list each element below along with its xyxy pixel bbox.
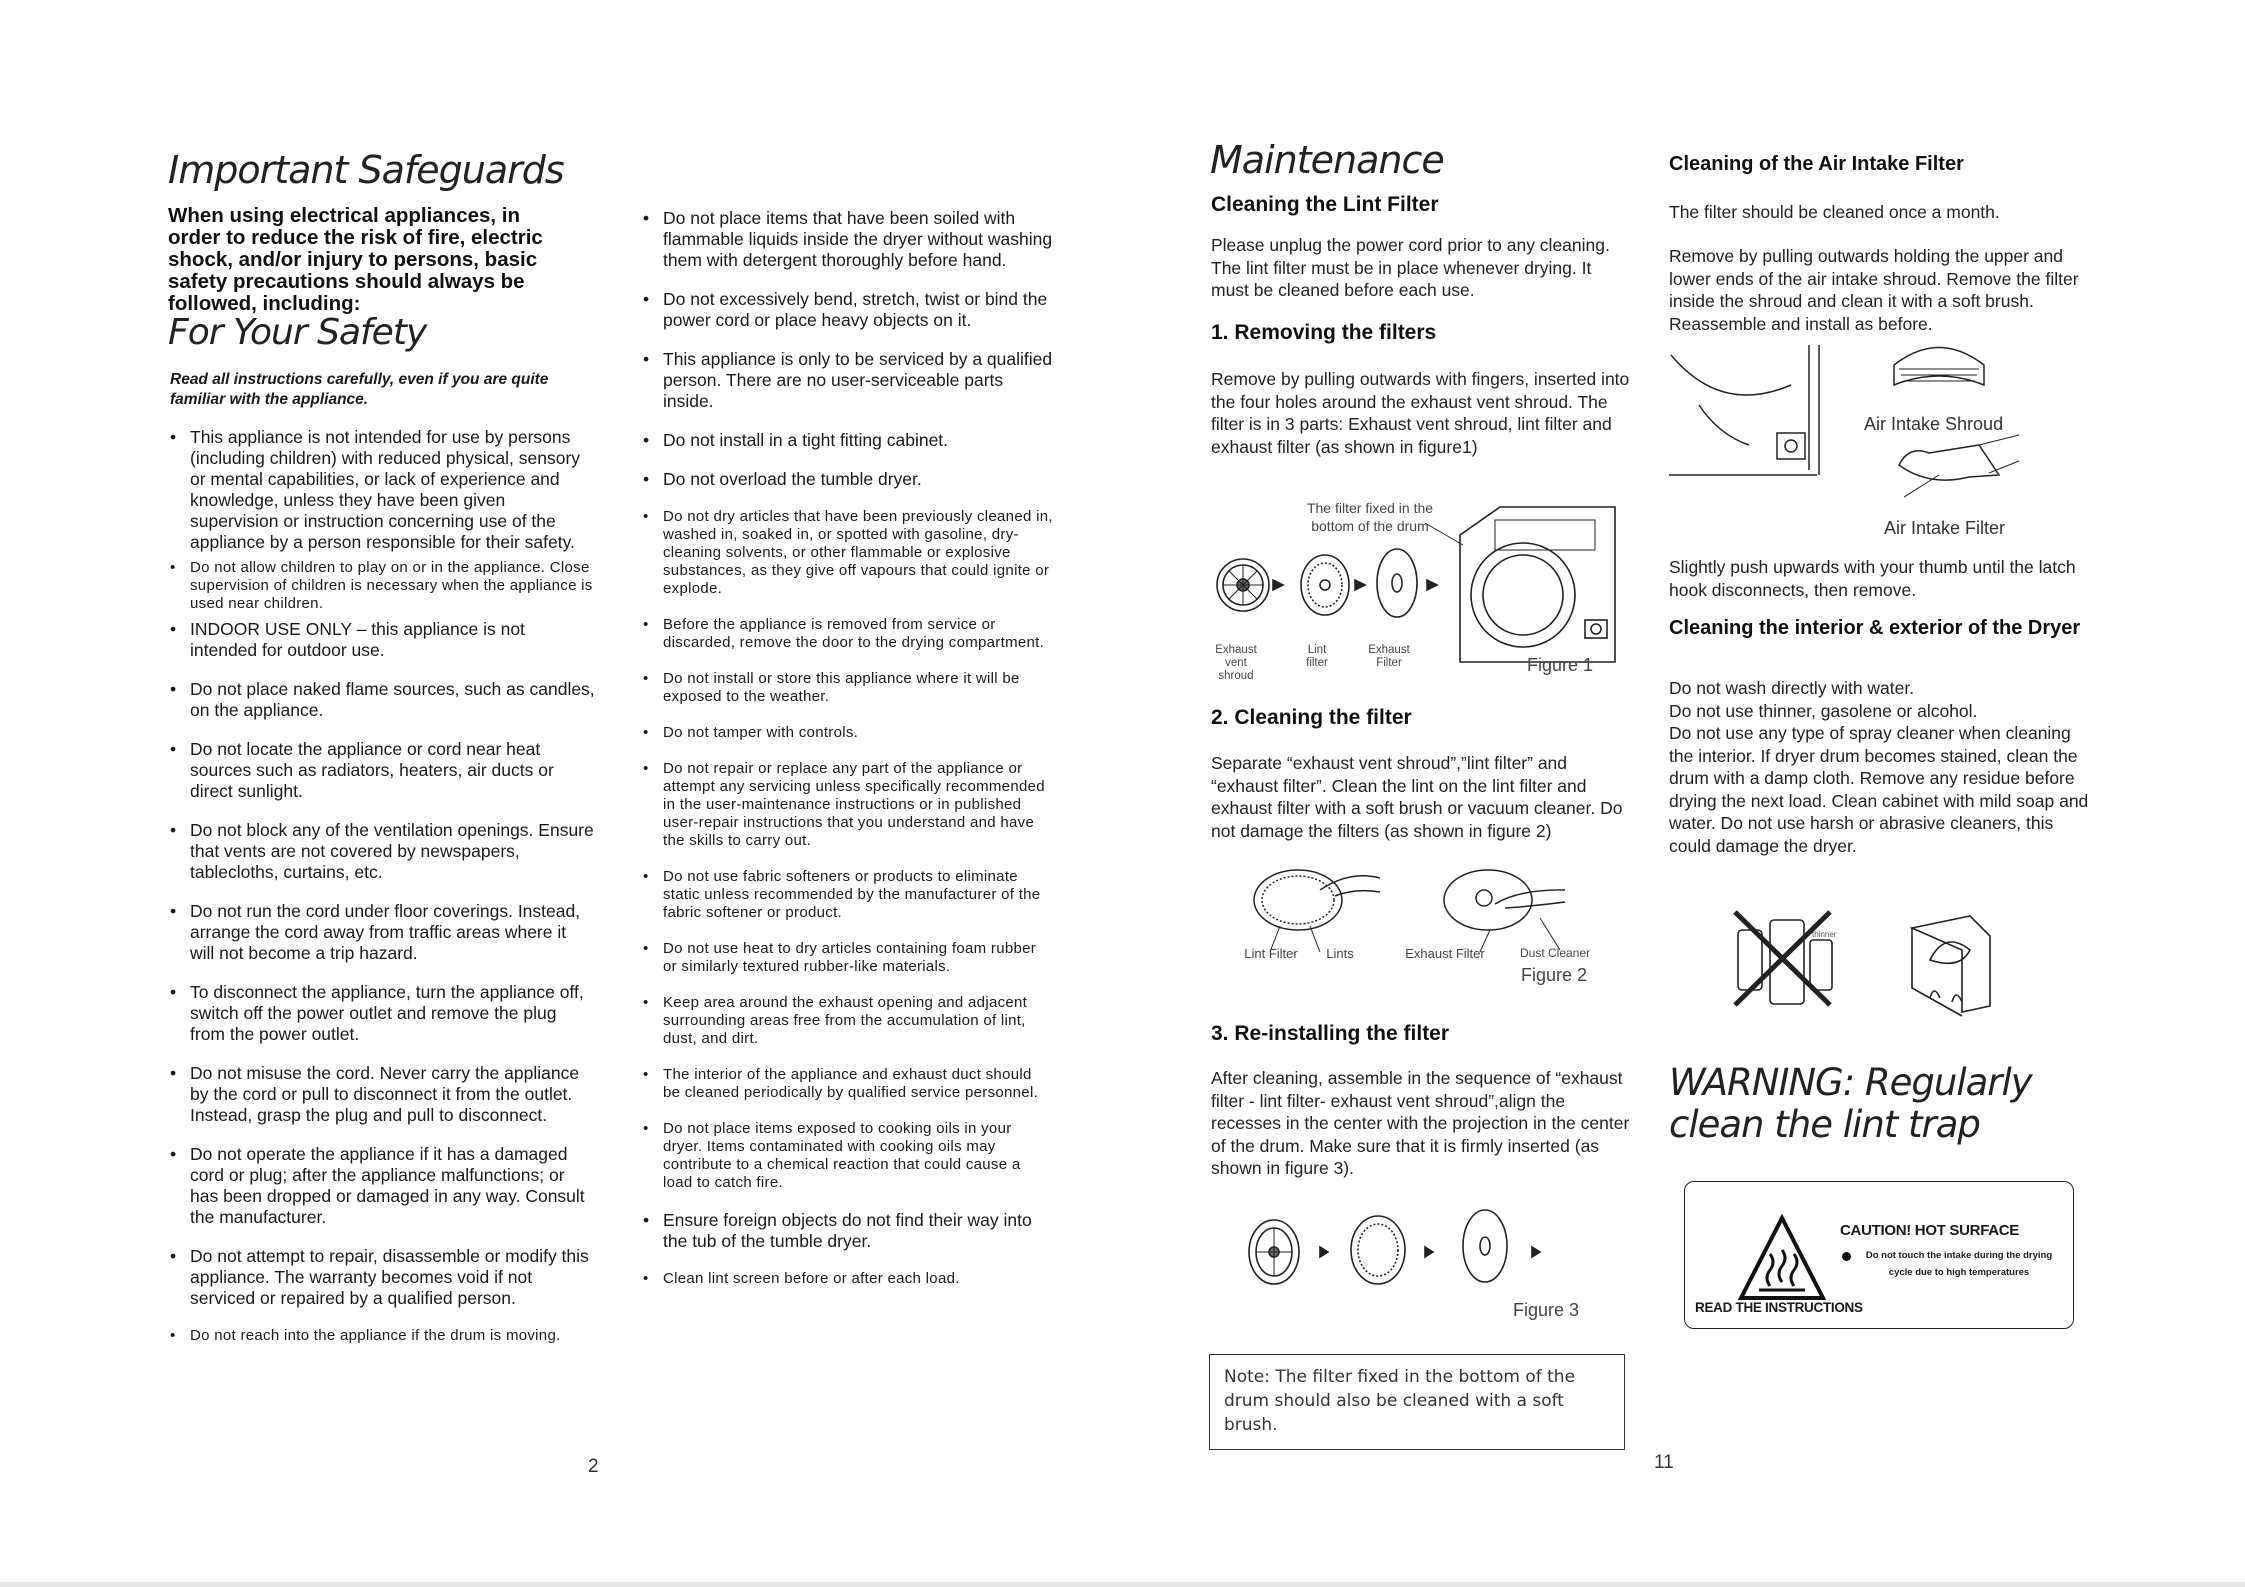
list-item: • Do not block any of the ventilation openings. Ensure that vents are not covered by newspapers, tablecloths, curtains, etc. [170,820,595,883]
intro-text: When using electrical appliances, in order to reduce the risk of fire, electric shock, and/or injury to persons, basic safety precautions should always be followed, including: [168,204,543,315]
air-intake-shroud-label: Air Intake Shroud [1864,414,2004,434]
interior-line-2: Do not use thinner, gasolene or alcohol. [1669,701,1978,721]
list-item: • Before the appliance is removed from service or discarded, remove the door to the drying compartment. [643,616,1053,652]
interior-line-3: Do not use any type of spray cleaner when cleaning the interior. If dryer drum becomes stained, clean the drum with a damp cloth. Remove any residue before drying the next load. Clean cabinet with mild soap and water. Do not use harsh or abrasive cleaners, this could damage the dryer. [1669,723,2089,856]
step3-text: After cleaning, assemble in the sequence of “exhaust filter - lint filter- exhaust vent shroud”,align the recesses in the center with the projection in the center of the drum. Make sure that it is firmly inserted (as shown in figure 3). [1211,1068,1630,1178]
note-box [1209,1354,1625,1450]
list-item: • Do not operate the appliance if it has a damaged cord or plug; after the appliance malfunctions; or has been dropped or damaged in any way. Consult the manufacturer. [170,1144,595,1228]
caution-title: CAUTION! HOT SURFACE [1840,1222,2019,1239]
list-item: • Do not dry articles that have been previously cleaned in, washed in, soaked in, or spotted with gasoline, dry-cleaning solvents, or other flammable or explosive substances, as they give off vapours that could ignite or explode. [643,508,1053,598]
list-item: • Do not install or store this appliance where it will be exposed to the weather. [643,670,1053,706]
list-item: • Do not repair or replace any part of the appliance or attempt any servicing unless specifically recommended in the user-maintenance instructions or in published user-repair instructions that you understand and have the skills to carry out. [643,760,1053,850]
list-item: • To disconnect the appliance, turn the appliance off, switch off the power outlet and remove the plug from the power outlet. [170,982,595,1045]
air-intake-text-1: The filter should be cleaned once a month. [1669,202,2000,222]
list-item: • Clean lint screen before or after each load. [643,1270,1053,1288]
safety-list-col1 [170,427,595,1363]
section-subtitle: For Your Safety [168,312,427,353]
air-intake-text-2: Remove by pulling outwards holding the upper and lower ends of the air intake shroud. Remove the filter inside the shroud and clean it with a soft brush. Reassemble and install as before. [1669,246,2079,334]
air-intake-figure [1669,345,2069,540]
page-title: Important Safeguards [168,148,564,192]
figure-3 [1240,1200,1560,1300]
list-item: • Do not attempt to repair, disassemble or modify this appliance. The warranty becomes void if not serviced or repaired by a qualified person. [170,1246,595,1309]
page-bottom-bar [0,1582,2245,1587]
lint-filter-text: Please unplug the power cord prior to any cleaning. The lint filter must be in place whenever drying. It must be cleaned before each use. [1211,235,1610,300]
list-item: • Do not use heat to dry articles containing foam rubber or similarly textured rubber-like materials. [643,940,1053,976]
list-item: • Ensure foreign objects do not find their way into the tub of the tumble dryer. [643,1210,1053,1252]
list-item: • Keep area around the exhaust opening and adjacent surrounding areas free from the accumulation of lint, dust, and dirt. [643,994,1053,1048]
list-item: • Do not locate the appliance or cord near heat sources such as radiators, heaters, air ducts or direct sunlight. [170,739,595,802]
list-item: • Do not run the cord under floor coverings. Instead, arrange the cord away from traffic areas where it will not become a trip hazard. [170,901,595,964]
caution-footer: READ THE INSTRUCTIONS [1695,1300,1863,1315]
note-text: Note: The filter fixed in the bottom of the drum should also be cleaned with a soft brush. [1224,1367,1576,1435]
list-item: • Do not place items that have been soiled with flammable liquids inside the dryer without washing them with detergent thoroughly before hand. [643,208,1053,271]
list-item: • Do not place naked flame sources, such as candles, on the appliance. [170,679,595,721]
figure-3-caption: Figure 3 [1513,1300,1580,1320]
list-item: • Do not install in a tight fitting cabinet. [643,430,1053,451]
list-item: • Do not allow children to play on or in the appliance. Close supervision of children is necessary when the appliance is used near children. [170,559,595,613]
lint-filter-heading: Cleaning the Lint Filter [1211,193,1439,216]
maintenance-title: Maintenance [1210,138,1444,182]
list-item: • Do not reach into the appliance if the drum is moving. [170,1327,595,1345]
list-item: • Do not tamper with controls. [643,724,1053,742]
list-item: • Do not place items exposed to cooking oils in your dryer. Items contaminated with cooking oils may contribute to a chemical reaction that could cause a load to catch fire. [643,1120,1053,1192]
list-item: • INDOOR USE ONLY – this appliance is not intended for outdoor use. [170,619,595,661]
hot-surface-warning-icon [1737,1214,1827,1304]
fig2-label-lints: Lints [1326,946,1354,961]
no-solvent-and-cloth-icons [1730,900,2000,1020]
air-intake-text-3: Slightly push upwards with your thumb until the latch hook disconnects, then remove. [1669,557,2076,600]
fig1-label-shroud: Exhaust vent shroud [1215,644,1257,682]
figure-3-illustration [1240,1200,1560,1300]
page-number-left: 2 [588,1456,599,1477]
interior-heading: Cleaning the interior & exterior of the Dryer [1669,617,2081,639]
warning-text: WARNING: Regularly clean the lint trap [1669,1061,2032,1146]
list-item: • This appliance is only to be serviced by a qualified person. There are no user-serviceable parts inside. [643,349,1053,412]
step2-text: Separate “exhaust vent shroud”,”lint filter” and “exhaust filter”. Clean the lint on the lint filter and exhaust filter with a soft brush or vacuum cleaner. Do not damage the filters (as shown in figure 2) [1211,753,1623,841]
step3-heading: 3. Re-installing the filter [1211,1022,1450,1045]
interior-figure [1730,900,2000,1020]
air-intake-heading: Cleaning of the Air Intake Filter [1669,153,1964,175]
fig2-label-lint-filter: Lint Filter [1244,946,1298,961]
page-number-right: 11 [1654,1452,1674,1473]
caution-text: Do not touch the intake during the drying cycle due to high temperatures [1865,1250,2053,1278]
list-item: • Do not excessively bend, stretch, twist or bind the power cord or place heavy objects on it. [643,289,1053,331]
fig1-callout: The filter fixed in the bottom of the drum [1306,500,1434,534]
step2-heading: 2. Cleaning the filter [1211,706,1412,729]
figure-2 [1240,860,1640,960]
figure-1-caption: Figure 1 [1527,655,1594,675]
list-item: • This appliance is not intended for use by persons (including children) with reduced physical, sensory or mental capabilities, or lack of experience and knowledge, unless they have been given supervision or instruction concerning use of the appliance by a person responsible for their safety. [170,427,595,553]
fig2-label-dust-cleaner: Dust Cleaner [1519,946,1591,960]
list-item: • Do not use fabric softeners or products to eliminate static unless recommended by the manufacturer of the fabric softener or product. [643,868,1053,922]
figure-2-caption: Figure 2 [1521,965,1588,985]
list-item: • Do not overload the tumble dryer. [643,469,1053,490]
caution-label [1684,1181,2074,1329]
caution-bullet [1842,1252,1851,1261]
air-intake-illustration [1669,345,2069,540]
figure-2-illustration [1240,860,1640,960]
step1-text: Remove by pulling outwards with fingers, inserted into the four holes around the exhaust vent shroud. The filter is in 3 parts: Exhaust vent shroud, lint filter and exhaust filter (as shown in figure1) [1211,369,1630,457]
interior-line-1: Do not wash directly with water. [1669,678,1915,698]
list-item: • Do not misuse the cord. Never carry the appliance by the cord or pull to disconnect it from the outlet. Instead, grasp the plug and pull to disconnect. [170,1063,595,1126]
fig1-label-lint: Lint filter [1306,644,1328,669]
fig1-label-exhaust: Exhaust Filter [1368,644,1410,669]
bottle-label: thinner [1812,930,1837,939]
fig2-label-exhaust-filter: Exhaust Filter [1405,946,1485,961]
read-instructions-note: Read all instructions carefully, even if you are quite familiar with the appliance. [170,371,549,408]
air-intake-filter-label: Air Intake Filter [1884,518,2006,538]
safety-list-col2 [643,208,1053,1306]
list-item: • The interior of the appliance and exhaust duct should be cleaned periodically by qualified service personnel. [643,1066,1053,1102]
step1-heading: 1. Removing the filters [1211,321,1437,344]
